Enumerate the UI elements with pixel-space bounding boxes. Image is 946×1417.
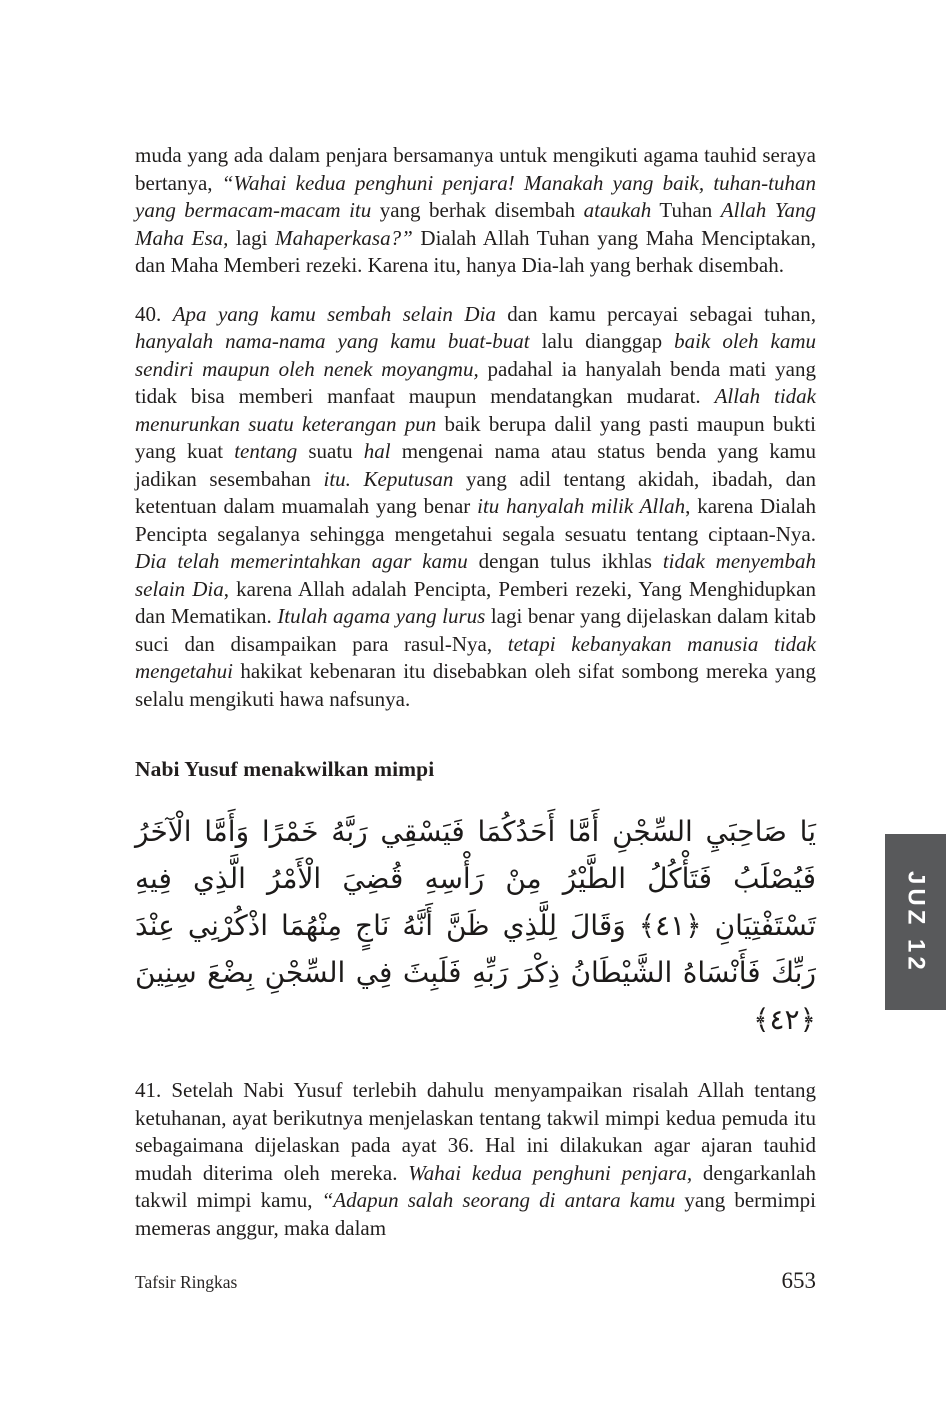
juz-tab-label: JUZ 12 <box>902 870 930 974</box>
juz-tab <box>885 834 946 1010</box>
paragraph-verse39-commentary: muda yang ada dalam penjara bersamanya untuk mengikuti agama tauhid seraya bertanya, “Wahai kedua penghuni penjara! Manakah yang baik, tuhan-tuhan yang bermacam-macam itu yang berhak disembah ataukah Tuhan Allah Yang Maha Esa, lagi Mahaperkasa?” Dialah Allah Tuhan yang Maha Menciptakan, dan Maha Memberi rezeki. Karena itu, hanya Dia-lah yang berhak disembah. <box>135 143 817 277</box>
page-footer <box>135 1268 816 1294</box>
paragraph-verse41-commentary: 41. Setelah Nabi Yusuf terlebih dahulu menyampaikan risalah Allah tentang ketuhanan, ayat berikutnya menjelaskan tentang takwil mimpi kedua pemuda itu sebagaimana dijelaskan pada ayat 36. Hal ini dilakukan agar ajaran tauhid mudah diterima oleh mereka. Wahai kedua penghuni penjara, dengarkanlah takwil mimpi kamu, “Adapun salah seorang di antara kamu yang bermimpi memeras anggur, maka dalam <box>135 1078 816 1240</box>
arabic-verse-quran-12-41-42: يَا صَاحِبَيِ السِّجْنِ أَمَّا أَحَدُكُمَا فَيَسْقِي رَبَّهُ خَمْرًا وَأَمَّا الْآخَرُ فَيُصْلَبُ فَتَأْكُلُ الطَّيْرُ مِنْ رَأْسِهِ قُضِيَ الْأَمْرُ الَّذِي فِيهِ تَسْتَفْتِيَانِ ﴿٤١﴾ وَقَالَ لِلَّذِي ظَنَّ أَنَّهُ نَاجٍ مِنْهُمَا اذْكُرْنِي عِنْدَ رَبِّكَ فَأَنْسَاهُ الشَّيْطَانُ ذِكْرَ رَبِّهِ فَلَبِثَ فِي السِّجْنِ بِضْعَ سِنِينَ ﴿٤٢﴾ <box>135 815 816 1037</box>
book-title: Tafsir Ringkas <box>135 1272 238 1292</box>
text-column <box>135 142 816 1263</box>
page-number: 653 <box>781 1268 816 1293</box>
paragraph-verse40-commentary: 40. Apa yang kamu sembah selain Dia dan kamu percayai sebagai tuhan, hanyalah nama-nama yang kamu buat-buat lalu dianggap baik oleh kamu sendiri maupun oleh nenek moyangmu, padahal ia hanyalah benda mati yang tidak bisa memberi manfaat maupun mendatangkan mudarat. Allah tidak menurunkan suatu keterangan pun baik berupa dalil yang pasti maupun bukti yang kuat tentang suatu hal mengenai nama atau status benda yang kamu jadikan sesembahan itu. Keputusan yang adil tentang akidah, ibadah, dan ketentuan dalam muamalah yang benar itu hanyalah milik Allah, karena Dialah Pencipta segalanya sehingga mengetahui segala sesuatu tentang ciptaan-Nya. Dia telah memerintahkan agar kamu dengan tulus ikhlas tidak menyembah selain Dia, karena Allah adalah Pencipta, Pemberi rezeki, Yang Menghidupkan dan Mematikan. Itulah agama yang lurus lagi benar yang dijelaskan dalam kitab suci dan disampaikan para rasul-Nya, tetapi kebanyakan manusia tidak mengetahui hakikat kebenaran itu disebabkan oleh sifat sombong mereka yang selalu mengikuti hawa nafsunya. <box>135 301 817 711</box>
section-heading: Nabi Yusuf menakwilkan mimpi <box>135 757 435 781</box>
